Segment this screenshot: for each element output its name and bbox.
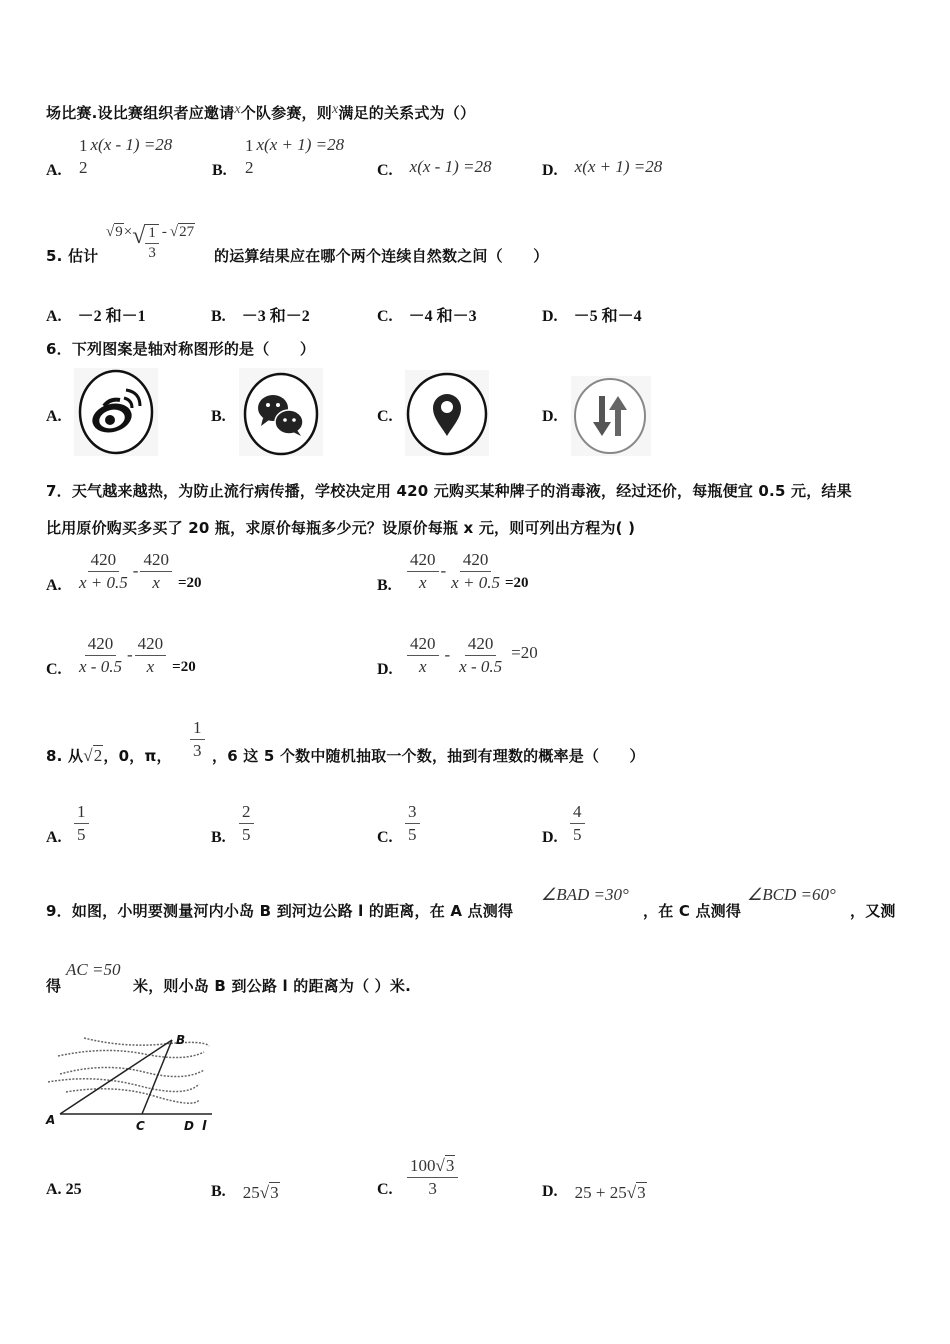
fraction: $\frac{100√3}{3}$	[407, 1156, 458, 1198]
option-label: D.	[542, 1183, 558, 1200]
q5-prefix: 估计	[67, 247, 99, 265]
q4-var-2: x	[331, 102, 339, 117]
q9-stem-line1-mid: ，在 C 点测得	[643, 902, 742, 920]
q9-stem-line2-end: 米，则小岛 B 到公路 l 的距离为（ ）米.	[133, 977, 411, 995]
option-label: B.	[211, 829, 226, 846]
option-label: B.	[211, 408, 226, 425]
q5-stem	[46, 245, 98, 266]
q9-ac-length: AC =50	[66, 960, 121, 979]
q7-option-b-expr: $\frac{420}{x}$ - $\frac{420}{x + 0.5}$ =20	[407, 550, 529, 592]
option-label: C.	[46, 661, 62, 678]
option-label: C.	[377, 1181, 393, 1198]
fraction: $\frac{2}{5}$	[239, 802, 254, 844]
option-label: D.	[542, 408, 558, 425]
point-a-label: A	[46, 1113, 56, 1127]
q5-expression: √9× √ $\frac{1}{3}$ - √27	[106, 223, 195, 262]
fraction: $\frac{3}{5}$	[405, 802, 420, 844]
q5-option-b[interactable]: B. －3 和－2	[211, 308, 310, 325]
option-label: A.	[46, 829, 62, 846]
q9-stem-line1-end: ，又测	[850, 902, 896, 920]
q6-option-d[interactable]	[542, 368, 662, 458]
option-label: D.	[377, 661, 393, 678]
q9-stem-line2-start: 得	[46, 977, 62, 995]
q8-fraction: $\frac{1}{3}$	[190, 718, 205, 760]
q8-stem-suffix: ，6 这 5 个数中随机抽取一个数，抽到有理数的概率是（ ）	[212, 747, 645, 765]
option-label: C.	[377, 408, 393, 425]
q5-number: 5.	[46, 247, 63, 265]
q4-stem-text-2: 个队参赛，则	[240, 104, 332, 122]
q4-option-c[interactable]	[377, 157, 492, 180]
option-label: B.	[211, 1183, 226, 1200]
q4-stem-text: 场比赛.设比赛组织者应邀请	[46, 104, 235, 122]
option-label: D.	[542, 829, 558, 846]
option-label: C.	[377, 829, 393, 846]
wechat-logo-icon	[239, 368, 323, 456]
q6-option-c[interactable]	[377, 368, 497, 458]
q7-option-a-expr: $\frac{420}{x + 0.5}$ - $\frac{420}{x}$ =20	[79, 550, 202, 592]
q9-option-b[interactable]	[211, 1181, 280, 1201]
q5-option-c[interactable]: C. －4 和－3	[377, 308, 477, 325]
q4-stem-text-3: 满足的关系式为（）	[338, 104, 476, 122]
q4-option-b-expr: 1 2 x(x + 1) =28	[242, 136, 344, 177]
fraction: $\frac{4}{5}$	[570, 802, 585, 844]
q4-option-d[interactable]	[542, 157, 663, 180]
q6-option-a[interactable]	[46, 368, 166, 458]
q8-stem: 8. 从√2，0，π，	[46, 746, 172, 765]
q7-option-c-expr: $\frac{420}{x - 0.5}$ - $\frac{420}{x}$ =20	[79, 634, 196, 676]
fraction: $\frac{1}{5}$	[74, 802, 89, 844]
point-d-label: D	[184, 1119, 194, 1133]
weibo-logo-icon	[74, 368, 158, 456]
q4-option-d-expr: x(x + 1) =28	[574, 157, 663, 176]
option-label: B.	[212, 162, 227, 179]
q9-angle-bad: ∠BAD =30°	[541, 885, 629, 904]
option-label: A.	[46, 162, 62, 179]
q7-stem-line1: 7．天气越来越热，为防止流行病传播，学校决定用 420 元购买某种牌子的消毒液，经过还价，每瓶便宜 0.5 元，结果	[46, 482, 852, 500]
option-label: A.	[46, 408, 62, 425]
q5-option-d[interactable]: D. －5 和－4	[542, 308, 642, 325]
q5-stem-suffix: 的运算结果应在哪个两个连续自然数之间（ ）	[214, 247, 549, 265]
q5-option-a[interactable]: A. －2 和－1	[46, 308, 146, 325]
option-label: C.	[377, 162, 393, 179]
option-label: A.	[46, 577, 62, 594]
point-c-label: C	[136, 1119, 145, 1133]
q9-angle-bcd: ∠BCD =60°	[747, 885, 836, 904]
q7-option-d-expr: $\frac{420}{x}$ - $\frac{420}{x - 0.5}$ =20	[407, 634, 538, 676]
fraction: 1 2	[79, 136, 88, 177]
q9-option-a[interactable]: A. 25	[46, 1181, 82, 1198]
line-l-label: l	[202, 1119, 207, 1134]
up-down-arrows-icon	[571, 376, 651, 456]
q9-option-b-expr: 25√3	[242, 1183, 279, 1202]
fraction: 1 2	[245, 136, 254, 177]
option-label: D.	[542, 162, 558, 179]
q6-option-b[interactable]	[211, 368, 331, 458]
q9-option-d[interactable]	[542, 1181, 647, 1201]
location-pin-icon	[405, 370, 489, 456]
q9-figure	[44, 1026, 224, 1136]
q4-option-c-expr: x(x - 1) =28	[409, 157, 492, 176]
q4-option-a-expr: 1 2 x(x - 1) =28	[76, 136, 172, 177]
point-b-label: B	[176, 1033, 186, 1047]
q4-stem	[46, 102, 475, 123]
q9-stem-line1: 9．如图，小明要测量河内小岛 B 到河边公路 l 的距离，在 A 点测得	[46, 902, 514, 920]
q7-stem-line2: 比用原价购买多买了 20 瓶，求原价每瓶多少元？设原价每瓶 x 元，则可列出方程为( )	[46, 519, 636, 537]
q9-option-d-expr: 25 + 25√3	[574, 1183, 646, 1202]
q6-stem: 6．下列图案是轴对称图形的是（ ）	[46, 340, 316, 358]
option-label: B.	[377, 577, 392, 594]
q4-var: x	[234, 102, 241, 117]
